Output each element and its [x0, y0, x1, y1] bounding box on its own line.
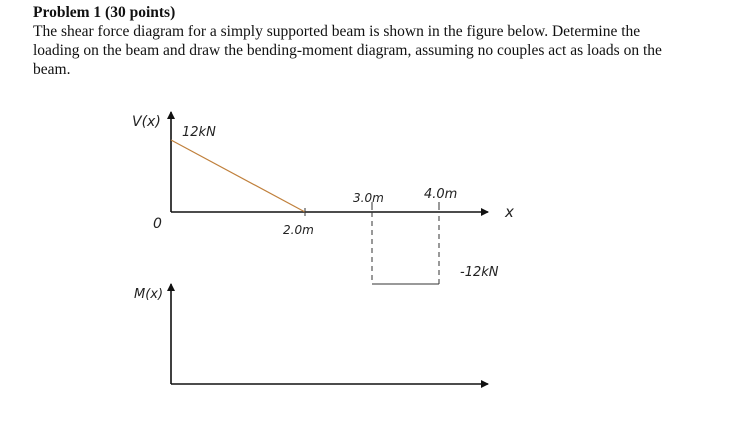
shear-min-label: -12kN — [460, 265, 499, 280]
problem-title: Problem 1 (30 points) — [33, 4, 176, 21]
shear-y-axis-label: V(x) — [132, 114, 161, 130]
shear-step-start-label: 3.0m — [353, 191, 384, 205]
problem-body: The shear force diagram for a simply supported beam is shown in the figure below. Determine the loading on the beam and draw the bending-moment diagram, assuming no couples act as loads on the beam. — [33, 23, 662, 78]
shear-origin-label: 0 — [153, 216, 162, 232]
shear-x-axis-label: x — [505, 203, 514, 221]
shear-step-end-label: 4.0m — [424, 187, 458, 202]
shear-zero-crossing-label: 2.0m — [283, 223, 314, 237]
shear-max-label: 12kN — [182, 125, 216, 140]
moment-y-axis-label: M(x) — [134, 287, 164, 302]
shear-sloped-line — [171, 140, 305, 212]
shear-force-diagram — [132, 112, 514, 284]
bending-moment-diagram — [134, 284, 488, 384]
